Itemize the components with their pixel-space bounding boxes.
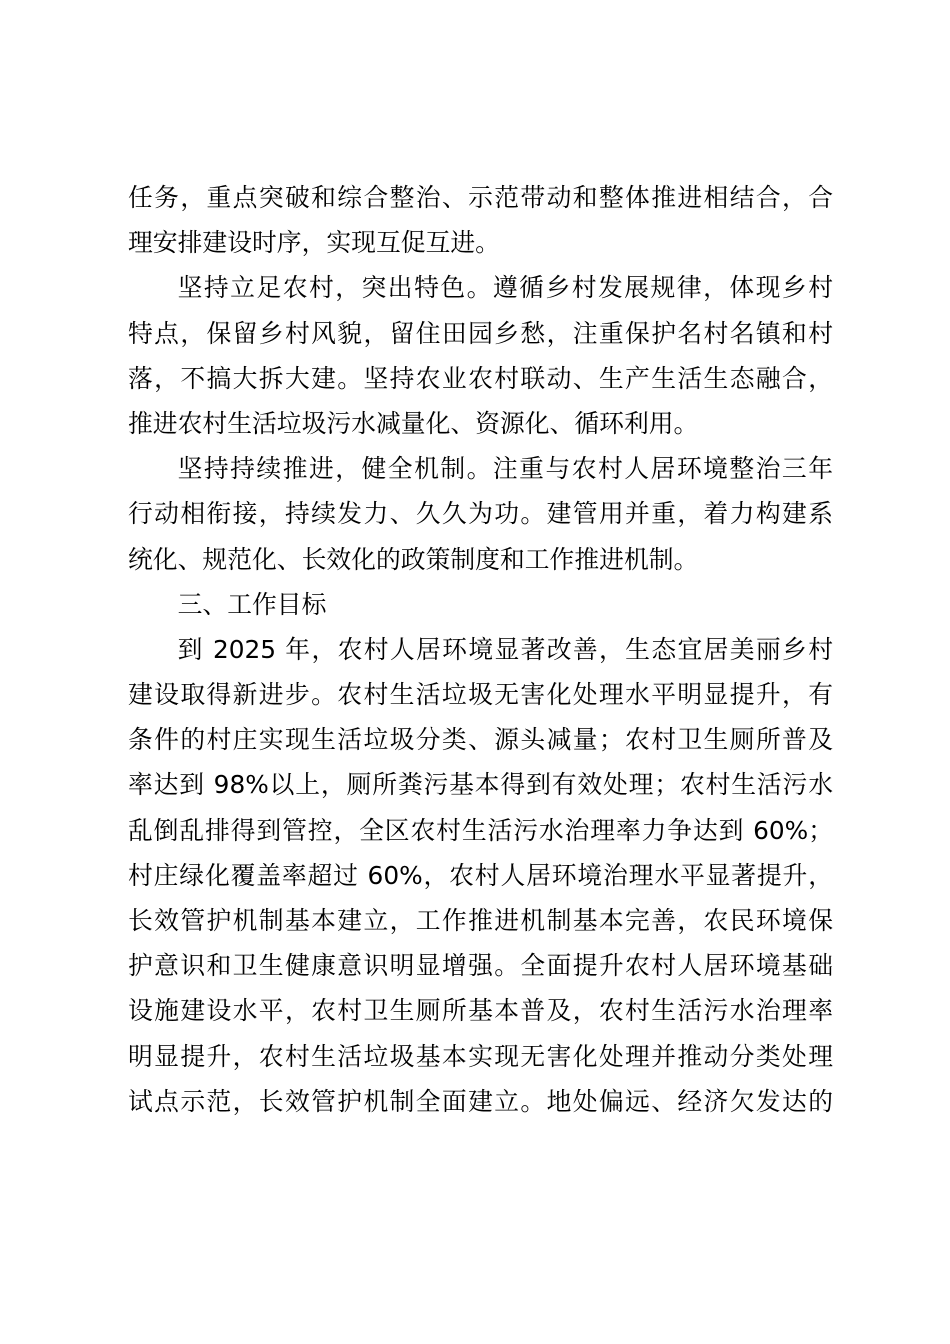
- text-line: 护意识和卫生健康意识明显增强。全面提升农村人居环境基础: [128, 951, 833, 981]
- section-heading: 三、工作目标: [177, 589, 327, 619]
- text-line: 设施建设水平，农村卫生厕所基本普及，农村生活污水治理率: [128, 996, 833, 1026]
- text-line: 条件的村庄实现生活垃圾分类、源头减量；农村卫生厕所普及: [128, 725, 833, 755]
- text-line: 村庄绿化覆盖率超过 60%，农村人居环境治理水平显著提升，: [128, 860, 833, 890]
- text-line: 行动相衔接，持续发力、久久为功。建管用并重，着力构建系: [128, 499, 833, 529]
- text-line: 落，不搞大拆大建。坚持农业农村联动、生产生活生态融合，: [128, 363, 833, 393]
- text-line: 任务，重点突破和综合整治、示范带动和整体推进相结合，合: [128, 183, 833, 212]
- text-line: 明显提升，农村生活垃圾基本实现无害化处理并推动分类处理: [128, 1041, 833, 1071]
- text-line: 推进农村生活垃圾污水减量化、资源化、循环利用。: [128, 408, 699, 438]
- text-line: 建设取得新进步。农村生活垃圾无害化处理水平明显提升，有: [128, 680, 833, 710]
- text-line: 特点，保留乡村风貌，留住田园乡愁，注重保护名村名镇和村: [128, 318, 833, 348]
- document-body: [128, 175, 833, 1124]
- text-line: 统化、规范化、长效化的政策制度和工作推进机制。: [128, 544, 699, 574]
- text-line: 乱倒乱排得到管控，全区农村生活污水治理率力争达到 60%；: [128, 815, 833, 845]
- text-line: 理安排建设时序，实现互促互进。: [128, 228, 500, 258]
- text-line: 试点示范，长效管护机制全面建立。地处偏远、经济欠发达的: [128, 1086, 833, 1116]
- paragraph-first-line: 坚持持续推进，健全机制。注重与农村人居环境整治三年: [177, 454, 833, 484]
- text-line: 长效管护机制基本建立，工作推进机制基本完善，农民环境保: [128, 906, 833, 935]
- paragraph-first-line: 坚持立足农村，突出特色。遵循乡村发展规律，体现乡村: [177, 273, 833, 303]
- paragraph-first-line: 到 2025 年，农村人居环境显著改善，生态宜居美丽乡村: [177, 634, 833, 664]
- text-line: 率达到 98%以上，厕所粪污基本得到有效处理；农村生活污水: [128, 770, 833, 800]
